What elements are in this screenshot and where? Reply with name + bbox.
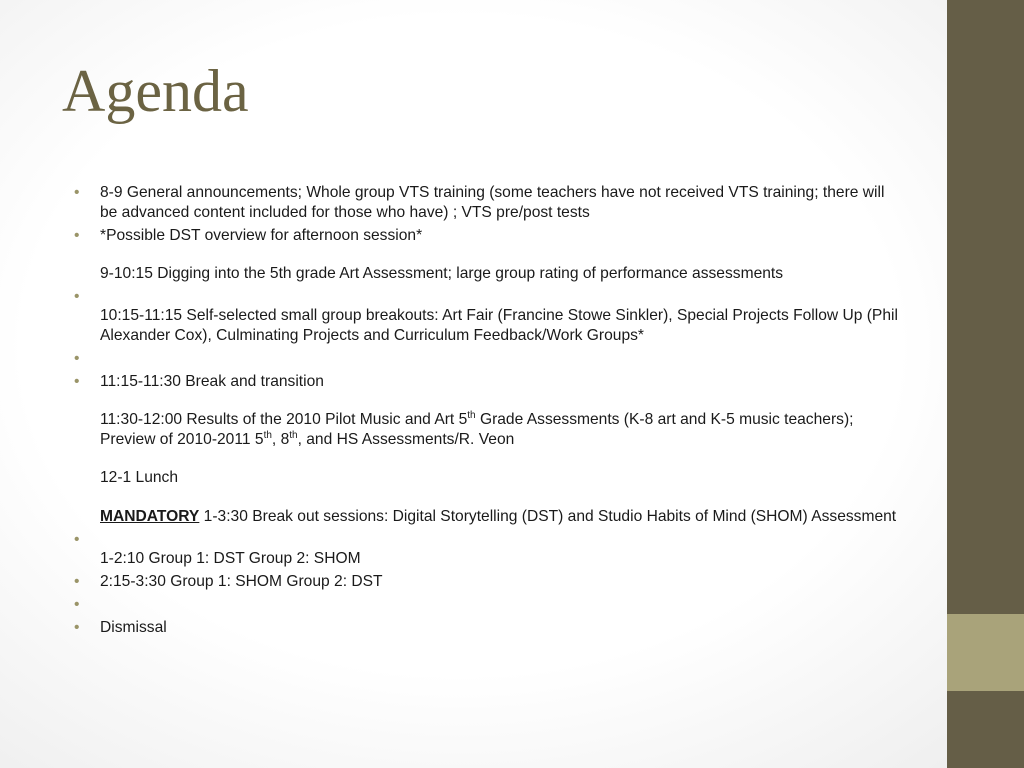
side-decoration-bar [947,0,1024,768]
side-accent-block [947,614,1024,691]
slide-title: Agenda [62,58,249,124]
agenda-text: *Possible DST overview for afternoon session* [100,226,423,244]
agenda-text: 10:15-11:15 Self-selected small group breakouts: Art Fair (Francine Stowe Sinkler), Special Projects Follow Up (Phil Alexander Cox), Culminating Projects and Curriculum Feedback/Work Groups* [100,307,898,344]
agenda-text: 11:15-11:30 Break and transition [100,372,324,390]
agenda-item [74,530,904,569]
agenda-text: 9-10:15 Digging into the 5th grade Art Assessment; large group rating of performance assessments [100,265,784,282]
agenda-item [74,618,904,638]
agenda-item [74,572,904,592]
agenda-item [74,183,904,222]
agenda-text: 11:30-12:00 Results of the 2010 Pilot Music and Art 5 [100,411,468,428]
agenda-text: , 8 [271,430,290,448]
agenda-item [74,287,904,345]
agenda-text: , and HS Assessments/R. Veon [297,430,515,448]
agenda-text: 1-3:30 Break out sessions: Digital Storytelling (DST) and Studio Habits of Mind (SHOM) Assessment [199,507,897,525]
agenda-text: 2:15-3:30 Group 1: SHOM Group 2: DST [100,572,383,590]
agenda-text: Grade Assessments (K-8 art and K-5 music teachers); Preview of 2010-2011 5 [100,411,854,448]
agenda-text: Dismissal [100,618,167,636]
agenda-text: 1-2:10 Group 1: DST Group 2: SHOM [100,549,361,567]
agenda-text: 8-9 General announcements; Whole group VTS training (some teachers have not received VTS training; there will be advanced content included for those who have) ; VTS pre/post tests [100,184,885,221]
agenda-item [74,226,904,284]
superscript: th [289,429,298,441]
agenda-list [74,183,904,641]
mandatory-label: MANDATORY [100,507,200,525]
superscript: th [263,429,272,441]
agenda-item-empty [74,595,904,615]
agenda-item-empty [74,349,904,369]
agenda-item [74,372,904,527]
agenda-text: 12-1 Lunch [100,469,179,486]
superscript: th [467,409,476,421]
